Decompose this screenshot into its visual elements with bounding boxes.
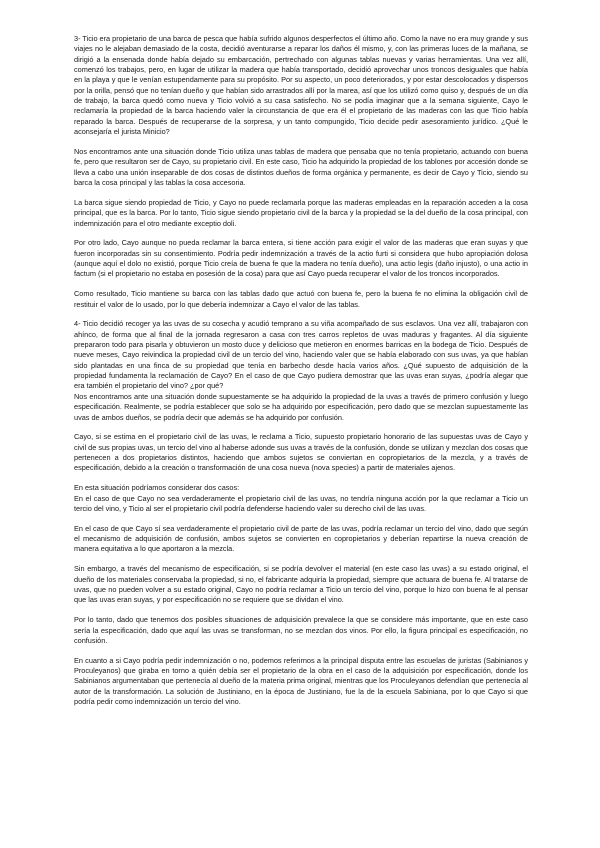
paragraph-answer-4-casos-heading: En esta situación podríamos considerar dos casos: [74, 483, 240, 493]
paragraph-answer-4-intro: Nos encontramos ante una situación donde supuestamente se ha adquirido la propiedad de la uvas a través de primero confusión y luego especificación. Realmente, se podría establecer que solo se ha adquirido por especificación, pero dado que se mezclan supuestamente las uvas de ambos dueños, se podría decir que además se ha adquirido por confusión. [74, 391, 528, 422]
paragraph-answer-4-caso-1: En el caso de que Cayo no sea verdaderamente el propietario civil de las uvas, no tendría ninguna acción por la que reclamar a Ticio un tercio del vino, y Ticio al ser el propietario civil podría defenderse haciendo valer su derecho civil de las uvas. [74, 493, 528, 513]
paragraph-answer-3-resultado: Como resultado, Ticio mantiene su barca con las tablas dado que actuó con buena fe, pero la buena fe no elimina la obligación civil de restituir el valor de lo usado, por lo que debería indemnizar a Cayo el valor de las tablas. [74, 289, 528, 309]
paragraph-answer-3-barca: La barca sigue siendo propiedad de Ticio, y Cayo no puede reclamarla porque las maderas empleadas en la reparación acceden a la cosa principal, que es la barca. Por lo tanto, Ticio sigue siendo propietario civil de la barca y la propiedad se la del dueño de la cosa principal, con indemnización para el otro mediante exceptio doli. [74, 197, 528, 228]
paragraph-answer-4-caso-2: En el caso de que Cayo sí sea verdaderamente el propietario civil de parte de las uvas, podría reclamar un tercio del vino, dado que según el mecanismo de adquisición de confusión, ambos sujetos se convierten en copropietarios y deberían repartirse la nueva creación de manera equitativa a lo que aportaron a la mezcla. [74, 523, 528, 554]
paragraph-answer-3-acciones: Por otro lado, Cayo aunque no pueda reclamar la barca entera, si tiene acción para exigir el valor de las maderas que eran suyas y que fueron incorporadas sin su consentimiento. Podría pedir indemnización a través de la actio furti si considera que hubo apropiación dolosa (aunque aquí el dolo no existió, porque Ticio creía de buena fe que la madera no tenía dueño), una actio legis (daño injusto), o una actio in factum (si el propietario no estaba en posesión de la cosa) para que así Cayo pueda recuperar el valor de los troncos incorporados. [74, 238, 528, 279]
paragraph-answer-4-especificacion: Sin embargo, a través del mecanismo de especificación, si se podría devolver el material (en este caso las uvas) a su estado original, el dueño de los materiales conservaba la propiedad, si no, el fabricante adquiría la propiedad, siempre que actuara de buena fe. Al tratarse de uvas, que no pueden volver a su estado original, Cayo no podría reclamar a Ticio un tercio del vino, porque lo hizo con buena fe al pensar que las uvas eran suyas, y por especificación no se requiere que se dividan el vino. [74, 564, 528, 605]
paragraph-answer-4-reclamacion: Cayo, si se estima en el propietario civil de las uvas, le reclama a Ticio, supuesto propietario honorario de las supuestas uvas de Cayo y civil de sus propias uvas, un tercio del vino al haberse adonde sus uvas a través de la confusión, donde se utilizan y mezclan dos cosas que pertenecen a dos propietarios distintos, haciendo que ambos sujetos se conviertan en copropietarios de la mezcla, y a través de especificación, debido a la creación o transformación de una cosa nueva (nova species) a partir de materiales ajenos. [74, 432, 528, 473]
paragraph-answer-3-intro: Nos encontramos ante una situación donde Ticio utiliza unas tablas de madera que pensaba que no tenía propietario, actuando con buena fe, pero que resultaron ser de Cayo, su propietario civil. En este caso, Ticio ha adquirido la propiedad de los tablones por accesión donde se lleva a cabo una unión inseparable de dos cosas de distintos dueños de forma orgánica y permanente, es decir de Cayo y Ticio, siendo su barca la cosa principal y las tablas la cosa accesoria. [74, 146, 528, 187]
paragraph-question-3: 3- Ticio era propietario de una barca de pesca que había sufrido algunos desperfectos el último año. Como la nave no era muy grande y sus viajes no le alejaban demasiado de la costa, decidió aventurarse a reparar los daños él mismo, y, con las primeras luces de la mañana, se dirigió a la ensenada donde había dejado su embarcación, pertrechado con algunas tablas nuevas y varias herramientas. Una vez allí, comenzó los trabajos, pero, en lugar de utilizar la madera que había transportado, decidió aprovechar unos troncos desiguales que había en la playa y que le venían estupendamente para su propósito. Por su aspecto, un poco deteriorados, y por estar descolocados y dispersos por la orilla, pensó que no tenían dueño y que habían sido arrastrados allí por la marea, así que los utilizó como quiso y, después de un día de trabajo, la barca quedó como nueva y Ticio volvió a su casa satisfecho. No se podía imaginar que a la semana siguiente, Cayo le reclamaría la propiedad de la barca haciendo valer la circunstancia de que era él el propietario de las maderas con las que Ticio había reparado la barca. Después de recuperarse de la sorpresa, y un tanto compungido, Ticio decide pedir asesoramiento jurídico. ¿Qué le aconsejaría el jurista Minicio? [74, 34, 528, 137]
paragraph-answer-4-escuelas: En cuanto a si Cayo podría pedir indemnización o no, podemos referirnos a la principal disputa entre las escuelas de juristas (Sabinianos y Proculeyanos) que giraba en torno a quién debía ser el propietario de la obra en el caso de la adquisición por especificación, donde los Sabinianos argumentaban que pertenecía al dueño de la materia prima original, mientras que los Proculeyanos defendían que pertenecía al autor de la transformación. La solución de Justiniano, en la época de Justiniano, fue la de la escuela Sabiniana, por lo que Cayo si que podría pedir como indemnización un tercio del vino. [74, 655, 528, 707]
paragraph-answer-4-conclusion: Por lo tanto, dado que tenemos dos posibles situaciones de adquisición prevalece la que se considere más importante, que en este caso sería la especificación, dado que aquí las uvas se transforman, no se mezclan dos vinos. Por ello, la figura principal es especificación, no confusión. [74, 615, 528, 645]
paragraph-question-4: 4- Ticio decidió recoger ya las uvas de su cosecha y acudió temprano a su viña acompañado de sus esclavos. Una vez allí, trabajaron con ahínco, de forma que al final de la jornada regresaron a casa con tres carros repletos de uvas maduras y fragantes. Al día siguiente prepararon todo para pisarla y obtuvieron un mosto duce y delicioso que metieron en enormes barricas en la bodega de Ticio. Después de nueve meses, Cayo reivindica la propiedad civil de un tercio del vino, haciendo valer que se había elaborado con sus uvas, ya que habían sido plantadas en una finca de su propiedad que tenía en barbecho desde hacía varios años. ¿Qué supuesto de adquisición de la propiedad fundamenta la reclamación de Cayo? En el caso de que Cayo pudiera demostrar que las uvas eran suyas, ¿podría alegar que era también el propietario del vino? ¿por qué? [74, 319, 528, 391]
